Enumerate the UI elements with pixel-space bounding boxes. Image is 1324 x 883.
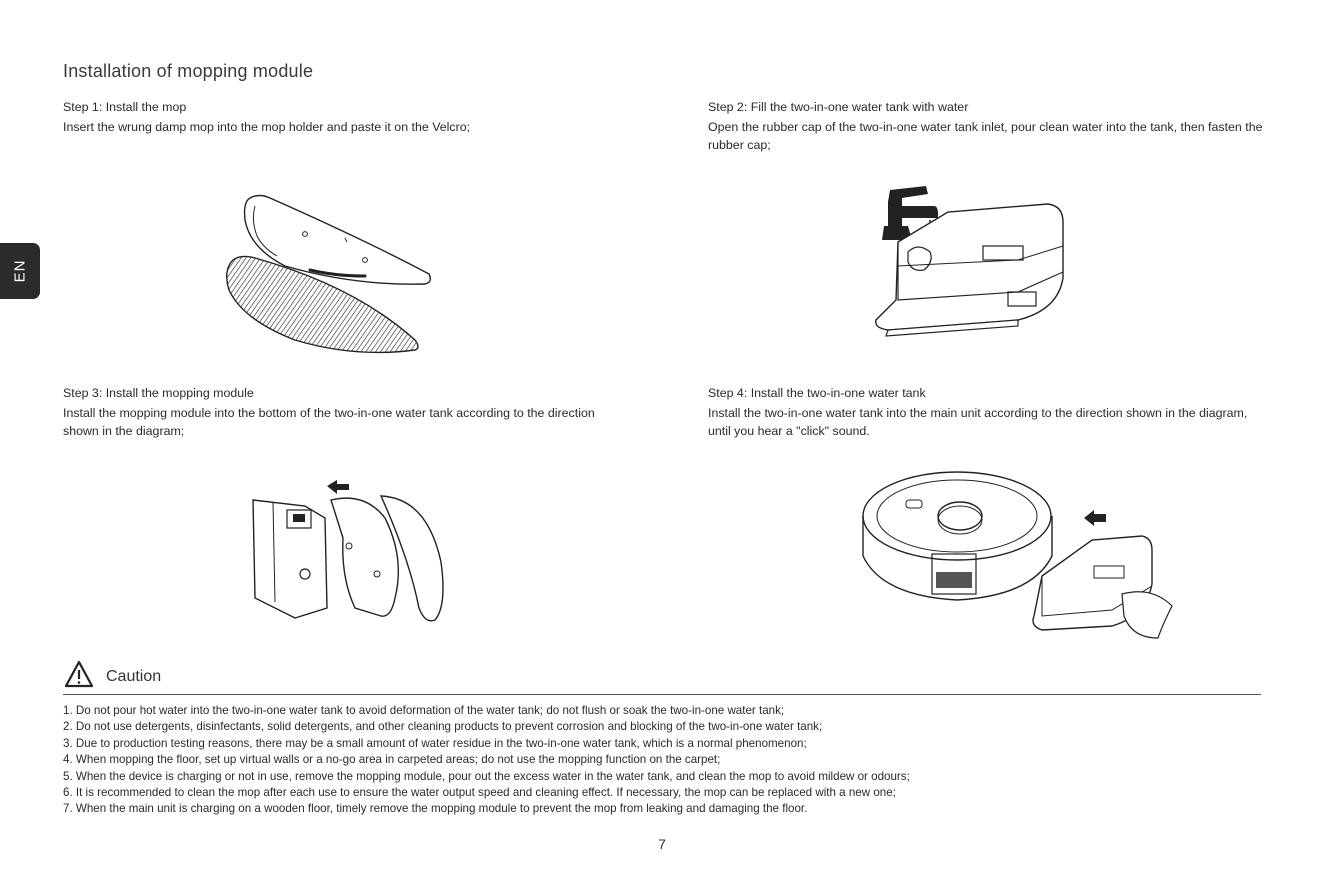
step-2-heading: Step 2: Fill the two-in-one water tank with water: [708, 100, 969, 114]
mop-holder-illustration: [215, 190, 445, 370]
caution-list: [63, 703, 1263, 818]
step-3-heading: Step 3: Install the mopping module: [63, 386, 254, 400]
warning-triangle-icon: [64, 660, 94, 688]
caution-item: 5. When the device is charging or not in use, remove the mopping module, pour out the excess water in the water tank, and clean the mop to avoid mildew or odours;: [63, 769, 910, 783]
caution-item: 7. When the main unit is charging on a wooden floor, timely remove the mopping module to prevent the mop from leaking and damaging the floor.: [63, 802, 808, 816]
mopping-module-install-illustration: [245, 478, 450, 628]
step-2-text: Open the rubber cap of the two-in-one water tank inlet, pour clean water into the tank, then fasten the rubber cap;: [708, 120, 1263, 152]
main-unit-install-illustration: [862, 466, 1182, 646]
direction-arrow-icon: [327, 480, 349, 494]
caution-item: 2. Do not use detergents, disinfectants, solid detergents, and other cleaning products to prevent corrosion and blocking of the two-in-one water tank;: [63, 720, 823, 734]
caution-divider: [63, 664, 1261, 695]
caution-item: 3. Due to production testing reasons, there may be a small amount of water residue in the two-in-one water tank, which is a normal phenomenon;: [63, 736, 807, 750]
step-1-text: Insert the wrung damp mop into the mop holder and paste it on the Velcro;: [63, 120, 471, 134]
page-title: Installation of mopping module: [63, 61, 314, 81]
water-tank-filling-illustration: [868, 182, 1083, 337]
language-tab: [0, 243, 40, 299]
page-number: 7: [658, 836, 666, 852]
step-3-text: Install the mopping module into the bottom of the two-in-one water tank according to the direction shown in the diagram;: [63, 406, 595, 438]
tank-direction-arrow-icon: [1084, 510, 1106, 526]
step-1-heading: Step 1: Install the mop: [63, 100, 187, 114]
caution-item: 4. When mopping the floor, set up virtual walls or a no-go area in carpeted areas; do not use the mopping function on the carpet;: [63, 753, 721, 767]
step-4-heading: Step 4: Install the two-in-one water tank: [708, 386, 926, 400]
language-tab-label: EN: [11, 259, 29, 283]
caution-item: 1. Do not pour hot water into the two-in-one water tank to avoid deformation of the water tank; do not flush or soak the two-in-one water tank;: [63, 704, 785, 717]
caution-heading: Caution: [106, 668, 162, 685]
caution-item: 6. It is recommended to clean the mop after each use to ensure the water output speed and cleaning effect. If necessary, the mop can be replaced with a new one;: [63, 786, 896, 800]
step-4-text: Install the two-in-one water tank into the main unit according to the direction shown in the diagram, until you hear a "click" sound.: [708, 406, 1248, 438]
